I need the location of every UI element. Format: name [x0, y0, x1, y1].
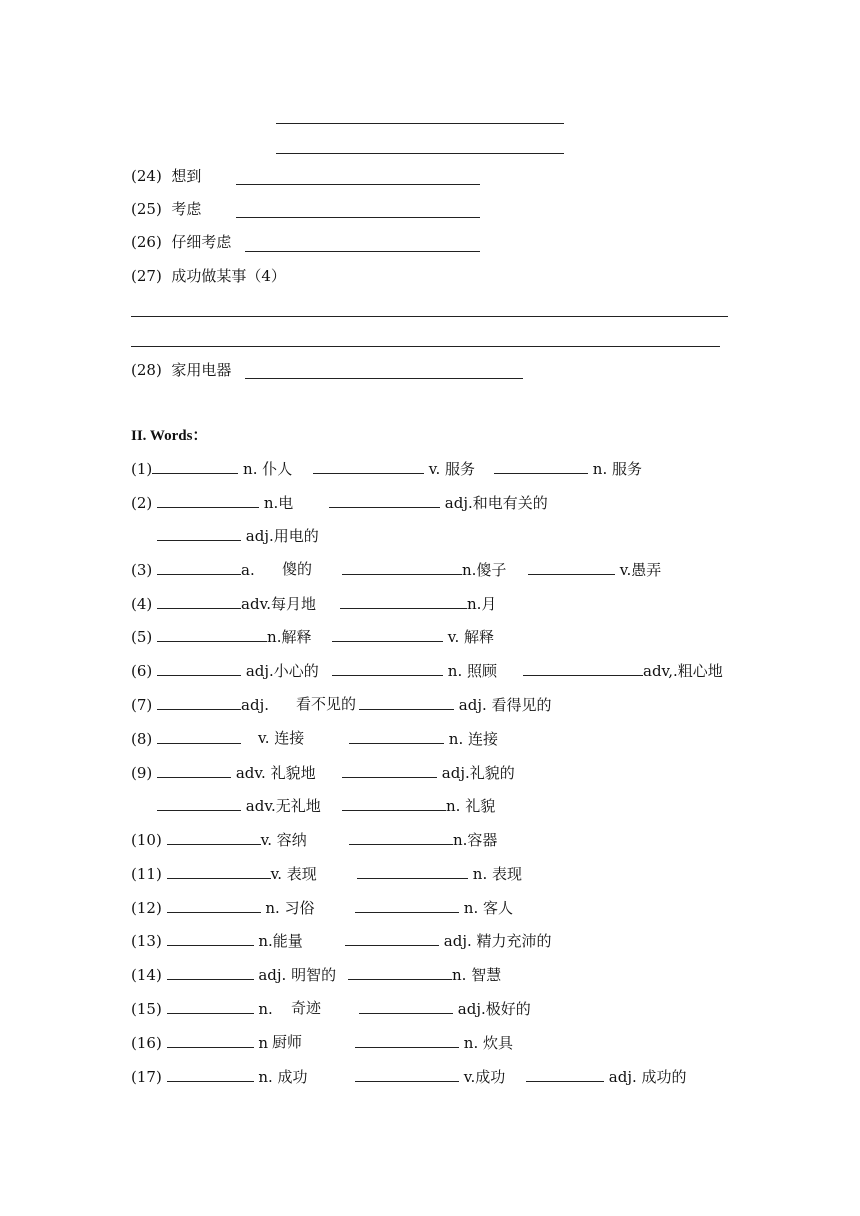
answer-blank[interactable] — [355, 897, 459, 913]
word-item: (17) n. 成功 — [131, 1068, 308, 1086]
word-item: (9) adv. 礼貌地 — [131, 764, 316, 782]
answer-blank[interactable] — [526, 1066, 604, 1082]
word-part: 奇迹 — [291, 999, 322, 1017]
answer-blank[interactable] — [167, 1066, 254, 1082]
item-number: (15) — [131, 1000, 162, 1018]
item-number: (7) — [131, 696, 153, 714]
answer-blank[interactable] — [157, 762, 231, 778]
answer-blank[interactable] — [167, 897, 261, 913]
item-label: 仔细考虑 — [171, 233, 232, 251]
answer-blank[interactable] — [349, 728, 444, 744]
answer-line[interactable] — [276, 123, 564, 124]
word-part: n. 礼貌 — [342, 795, 495, 816]
item-number: (25) — [131, 200, 162, 218]
answer-line[interactable] — [245, 251, 480, 252]
item-number: (1) — [131, 460, 153, 478]
item-number: (6) — [131, 662, 153, 680]
item-number: (24) — [131, 167, 162, 185]
word-part: n. 连接 — [349, 728, 498, 749]
answer-blank[interactable] — [157, 593, 241, 609]
word-item: (16) n — [131, 1034, 269, 1052]
answer-blank[interactable] — [167, 863, 271, 879]
item-number: (4) — [131, 595, 153, 613]
answer-blank[interactable] — [167, 1032, 254, 1048]
answer-blank[interactable] — [345, 930, 439, 946]
answer-blank[interactable] — [157, 626, 267, 642]
answer-blank[interactable] — [357, 863, 468, 879]
item-number: (17) — [131, 1068, 162, 1086]
answer-blank[interactable] — [167, 829, 261, 845]
answer-blank[interactable] — [152, 458, 238, 474]
word-part: adj. 成功的 — [526, 1066, 687, 1087]
word-item: (13) n.能量 — [131, 932, 303, 950]
item-number: (8) — [131, 730, 153, 748]
word-item: (12) n. 习俗 — [131, 899, 315, 917]
word-item: (2) n.电 — [131, 494, 294, 512]
word-part: adv,.粗心地 — [523, 660, 723, 681]
word-part: adj.和电有关的 — [329, 492, 548, 513]
word-part: n.容器 — [349, 829, 497, 850]
word-item: (7) adj. — [131, 696, 269, 714]
word-part: 厨师 — [272, 1033, 303, 1051]
word-part: adj.极好的 — [359, 998, 531, 1019]
item-number: (10) — [131, 831, 162, 849]
word-part: v. 连接 — [258, 729, 305, 747]
word-item: (5) n.解释 — [131, 628, 312, 646]
item-number: (14) — [131, 966, 162, 984]
answer-line[interactable] — [131, 346, 720, 347]
item-number: (9) — [131, 764, 153, 782]
answer-blank[interactable] — [157, 660, 241, 676]
answer-blank[interactable] — [342, 762, 437, 778]
word-item: (11) v. 表现 — [131, 865, 317, 883]
answer-blank[interactable] — [359, 694, 454, 710]
answer-line[interactable] — [236, 184, 480, 185]
word-part: n.傻子 — [342, 559, 506, 580]
answer-line[interactable] — [276, 153, 564, 154]
word-part: n. 表现 — [357, 863, 522, 884]
word-item: (6) adj.小心的 — [131, 662, 319, 680]
word-part: 傻的 — [282, 560, 313, 578]
answer-blank[interactable] — [167, 998, 254, 1014]
word-item: (15) n. — [131, 1000, 273, 1018]
word-part: n. 照顾 — [332, 660, 497, 681]
word-part: v.成功 — [355, 1066, 505, 1087]
word-part: adj. 看得见的 — [359, 694, 552, 715]
item-number: (13) — [131, 932, 162, 950]
answer-blank[interactable] — [359, 998, 453, 1014]
answer-blank[interactable] — [355, 1066, 459, 1082]
item-number: (27) — [131, 267, 162, 285]
answer-blank[interactable] — [157, 728, 241, 744]
word-item: (10) v. 容纳 — [131, 831, 307, 849]
item-number: (16) — [131, 1034, 162, 1052]
word-part: v. 解释 — [332, 626, 494, 647]
answer-blank[interactable] — [349, 829, 453, 845]
answer-blank[interactable] — [332, 626, 443, 642]
word-part: n. 智慧 — [348, 964, 501, 985]
item-label: 考虑 — [171, 200, 202, 218]
word-part: n.月 — [340, 593, 496, 614]
phrase-item — [131, 266, 286, 288]
answer-blank[interactable] — [342, 795, 446, 811]
phrase-item — [131, 360, 231, 382]
word-part: n. 服务 — [494, 458, 642, 479]
answer-blank[interactable] — [157, 525, 241, 541]
word-part: adj.礼貌的 — [342, 762, 515, 783]
word-item: (3) a. — [131, 561, 255, 579]
item-number: (26) — [131, 233, 162, 251]
phrase-item — [131, 232, 231, 254]
answer-blank[interactable] — [340, 593, 467, 609]
item-number: (12) — [131, 899, 162, 917]
item-number: (3) — [131, 561, 153, 579]
item-label: 成功做某事（4） — [171, 267, 286, 285]
answer-blank[interactable] — [494, 458, 588, 474]
answer-blank[interactable] — [355, 1032, 459, 1048]
answer-line[interactable] — [245, 378, 523, 379]
item-label: 想到 — [171, 167, 202, 185]
item-label: 家用电器 — [171, 361, 232, 379]
answer-blank[interactable] — [332, 660, 443, 676]
answer-blank[interactable] — [348, 964, 452, 980]
answer-blank[interactable] — [313, 458, 424, 474]
word-part: v.愚弄 — [528, 559, 661, 580]
answer-blank[interactable] — [167, 930, 254, 946]
answer-blank[interactable] — [342, 559, 462, 575]
answer-blank[interactable] — [157, 492, 259, 508]
answer-blank[interactable] — [523, 660, 643, 676]
item-number: (28) — [131, 361, 162, 379]
answer-line[interactable] — [131, 316, 728, 317]
answer-blank[interactable] — [157, 694, 241, 710]
word-part: adv.无礼地 — [157, 795, 321, 816]
answer-line[interactable] — [236, 217, 480, 218]
answer-blank[interactable] — [167, 964, 254, 980]
phrase-item — [131, 166, 201, 188]
answer-blank[interactable] — [157, 795, 241, 811]
word-part: 看不见的 — [296, 695, 357, 713]
item-number: (2) — [131, 494, 153, 512]
word-part: n. 炊具 — [355, 1032, 513, 1053]
answer-blank[interactable] — [157, 559, 241, 575]
word-part: adj. 精力充沛的 — [345, 930, 552, 951]
word-item: (14) adj. 明智的 — [131, 966, 337, 984]
word-item: (1) n. 仆人 — [131, 460, 293, 478]
item-number: (5) — [131, 628, 153, 646]
word-item — [131, 728, 241, 750]
word-item: (4) adv.每月地 — [131, 595, 317, 613]
answer-blank[interactable] — [329, 492, 440, 508]
word-part: v. 服务 — [313, 458, 475, 479]
word-part: adj.用电的 — [157, 525, 319, 546]
answer-blank[interactable] — [528, 559, 615, 575]
section-title: II. Words： — [131, 428, 208, 444]
word-part: n. 客人 — [355, 897, 513, 918]
item-number: (11) — [131, 865, 162, 883]
phrase-item — [131, 199, 201, 221]
